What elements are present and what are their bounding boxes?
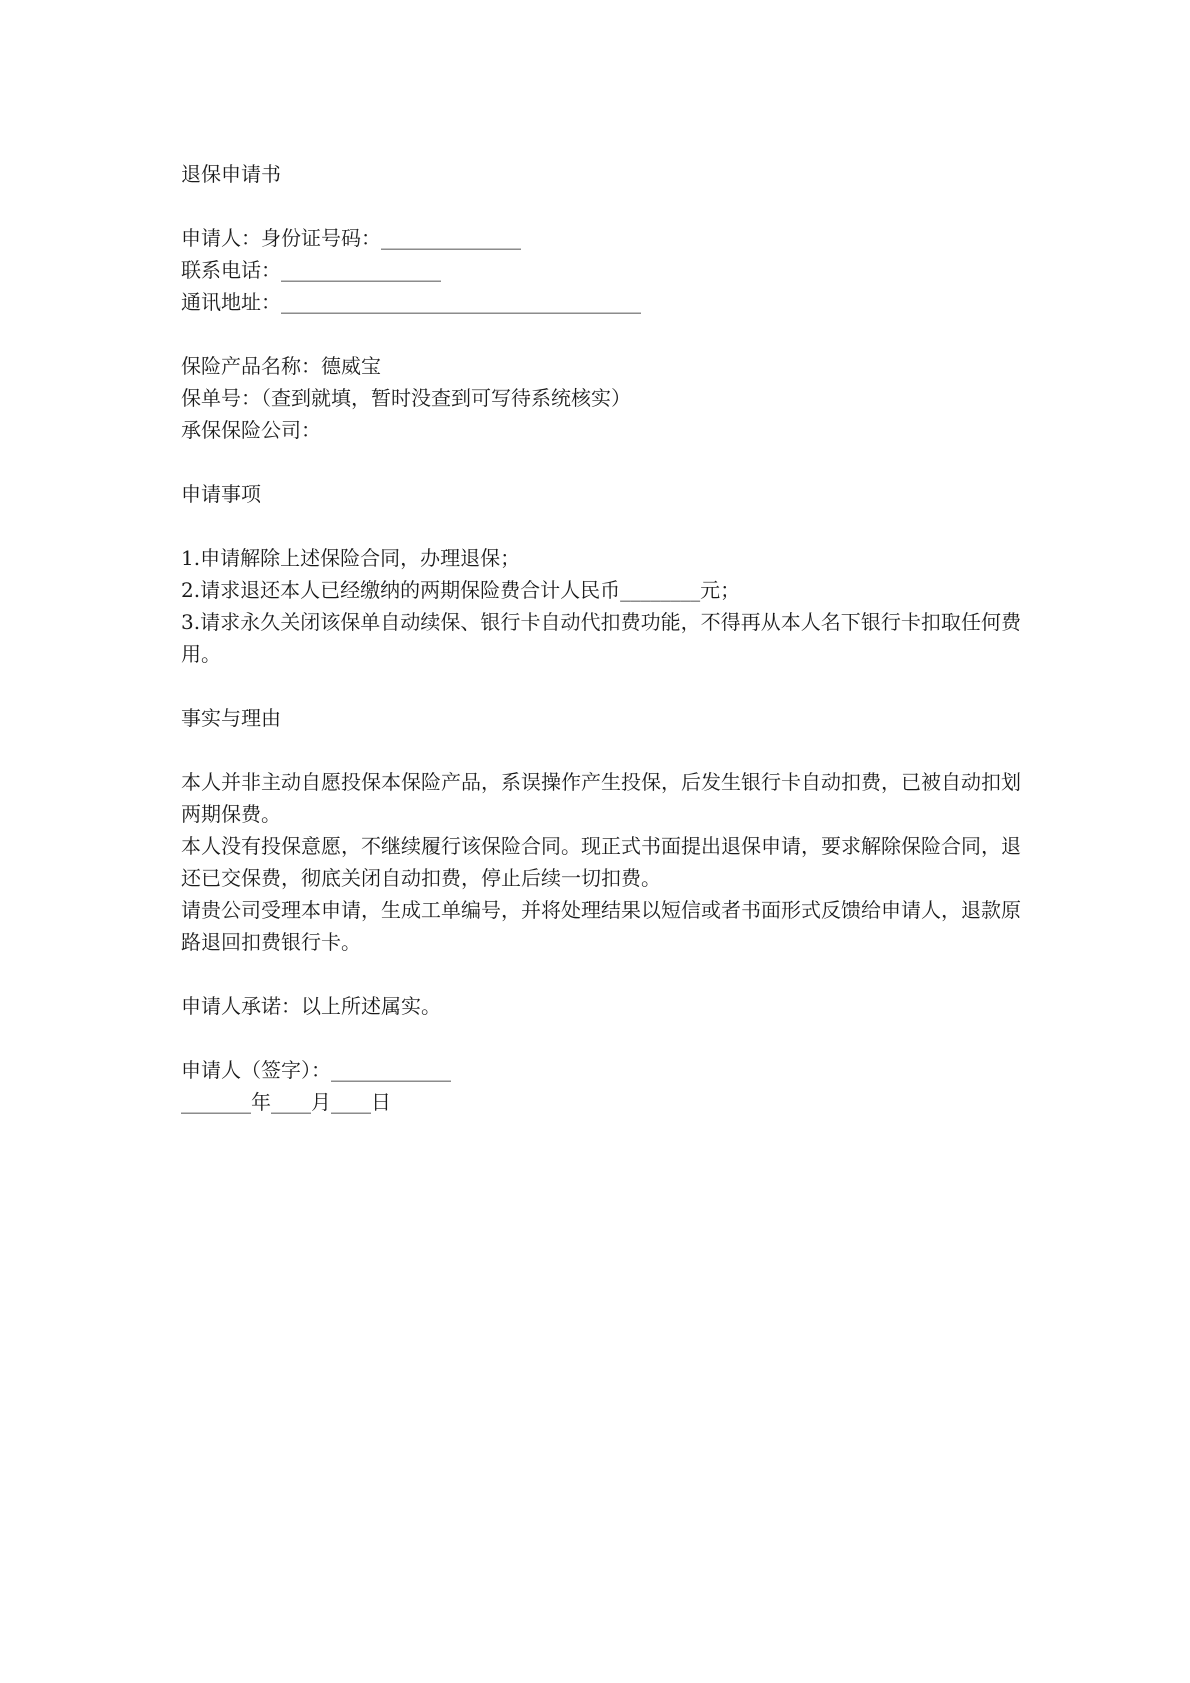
applicant-info [181, 222, 1021, 318]
insurer-line: 承保保险公司： [181, 418, 321, 442]
commitment-line: 申请人承诺：以上所述属实。 [181, 994, 441, 1018]
request-heading: 申请事项 [181, 482, 261, 506]
spacer [181, 958, 1021, 990]
request-list [181, 542, 1021, 670]
signature-line: 申请人（签字）：____________ [181, 1058, 451, 1082]
document-title: 退保申请书 [181, 162, 281, 186]
applicant-address-line: 通讯地址：____________________________________ [181, 290, 641, 314]
document-body [181, 158, 1021, 1118]
request-item: 1.申请解除上述保险合同，办理退保； [181, 546, 521, 570]
spacer [181, 190, 1021, 222]
spacer [181, 318, 1021, 350]
product-name-line: 保险产品名称：德威宝 [181, 354, 381, 378]
applicant-id-line: 申请人：身份证号码：______________ [181, 226, 521, 250]
policy-info [181, 350, 1021, 446]
spacer [181, 446, 1021, 478]
facts-paragraph: 本人没有投保意愿，不继续履行该保险合同。现正式书面提出退保申请，要求解除保险合同，退还已交保费，彻底关闭自动扣费，停止后续一切扣费。 [181, 834, 1021, 890]
facts-paragraph: 请贵公司受理本申请，生成工单编号，并将处理结果以短信或者书面形式反馈给申请人，退款原路退回扣费银行卡。 [181, 898, 1021, 954]
applicant-phone-line: 联系电话：________________ [181, 258, 441, 282]
spacer [181, 734, 1021, 766]
date-line: _______年____月____日 [181, 1090, 391, 1114]
policy-number-line: 保单号：（查到就填，暂时没查到可写待系统核实） [181, 386, 631, 410]
facts-paragraph: 本人并非主动自愿投保本保险产品，系误操作产生投保，后发生银行卡自动扣费，已被自动扣划两期保费。 [181, 770, 1021, 826]
facts-section [181, 766, 1021, 958]
spacer [181, 510, 1021, 542]
request-item: 2.请求退还本人已经缴纳的两期保险费合计人民币________元； [181, 578, 741, 602]
spacer [181, 1022, 1021, 1054]
facts-heading: 事实与理由 [181, 706, 281, 730]
spacer [181, 670, 1021, 702]
request-item: 3.请求永久关闭该保单自动续保、银行卡自动代扣费功能，不得再从本人名下银行卡扣取任何费用。 [181, 610, 1021, 666]
